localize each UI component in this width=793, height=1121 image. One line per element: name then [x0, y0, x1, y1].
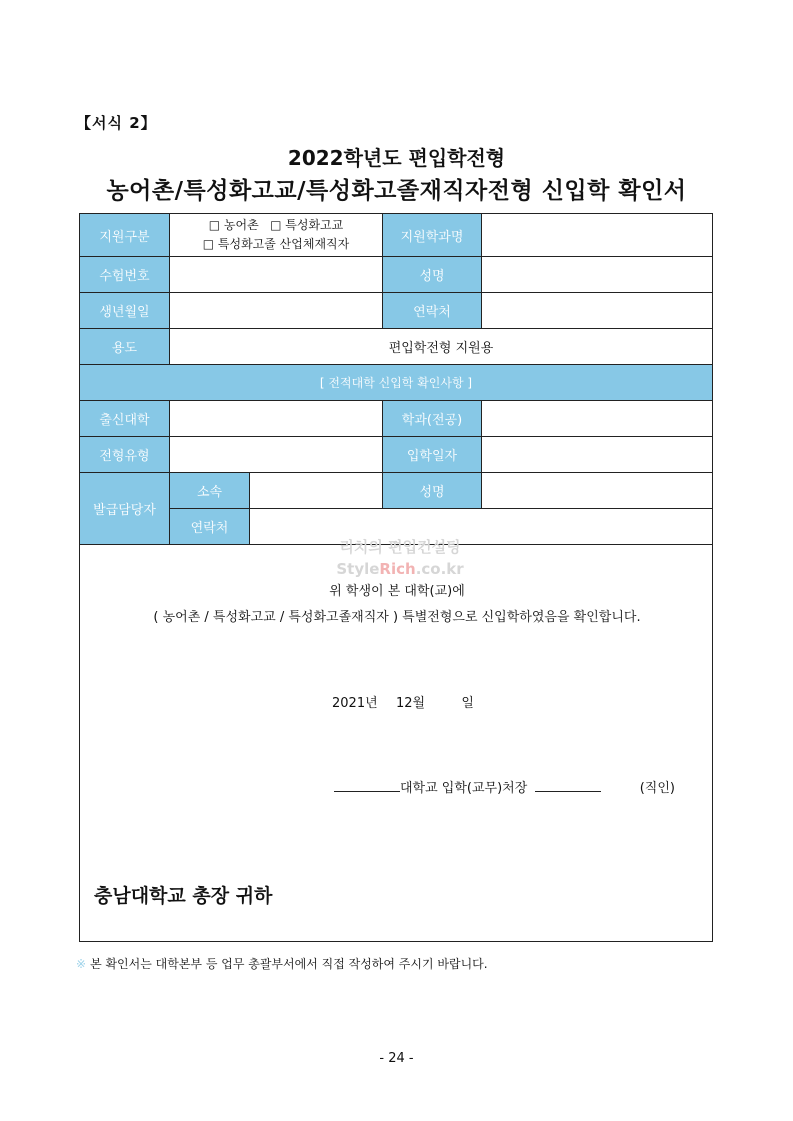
document-subtitle: 농어촌/특성화고교/특성화고졸재직자전형 신입학 확인서 — [106, 178, 687, 204]
apply-type-options-row2[interactable]: □ 특성화고졸 산업체재직자 — [202, 237, 350, 251]
apply-type-options-row1[interactable]: □ 농어촌 □ 특성화고교 — [208, 218, 344, 232]
note-mark-icon: ※ — [76, 957, 87, 971]
note-text: 본 확인서는 대학본부 등 업무 총괄부서에서 직접 작성하여 주시기 바랍니다. — [90, 957, 488, 971]
date-year: 2021년 — [332, 696, 378, 711]
contact-field[interactable] — [482, 293, 712, 329]
issuer-name-label: 성명 — [383, 473, 482, 509]
seal-label: (직인) — [639, 781, 675, 796]
footnote — [76, 955, 488, 972]
exam-no-label: 수험번호 — [80, 257, 170, 293]
confirmation-statement-2: ( 농어촌 / 특성화고교 / 특성화고졸재직자 ) 특별전형으로 신입학하였음을 확인합니다. — [153, 610, 641, 625]
date-month: 12월 — [395, 696, 426, 711]
univ-name-blank[interactable] — [334, 779, 400, 792]
section-header: [ 전적대학 신입학 확인사항 ] — [80, 365, 712, 401]
confirmation-statement-1: 위 학생이 본 대학(교)에 — [329, 584, 465, 599]
admission-date-field[interactable] — [482, 437, 712, 473]
signatory-blank[interactable] — [535, 779, 601, 792]
watermark-line2: StyleRich.co.kr — [336, 560, 464, 578]
univ-label: 출신대학 — [80, 401, 170, 437]
dept-field[interactable] — [482, 214, 712, 257]
univ-field[interactable] — [170, 401, 383, 437]
issue-date — [332, 692, 474, 711]
purpose-value: 편입학전형 지원용 — [170, 329, 712, 365]
exam-no-field[interactable] — [170, 257, 383, 293]
contact-label: 연락처 — [383, 293, 482, 329]
page-number: - 24 - — [379, 1051, 414, 1066]
issuer-contact-label: 연락처 — [170, 509, 250, 545]
form-number-label: 【서식 2】 — [76, 114, 157, 132]
apply-type-label: 지원구분 — [80, 214, 170, 257]
signature-line — [334, 777, 675, 796]
addressee: 충남대학교 총장 귀하 — [94, 885, 273, 907]
apply-type-options[interactable] — [170, 214, 383, 257]
watermark — [300, 536, 500, 580]
name-label: 성명 — [383, 257, 482, 293]
dept-label: 지원학과명 — [383, 214, 482, 257]
birth-label: 생년월일 — [80, 293, 170, 329]
admission-type-label: 전형유형 — [80, 437, 170, 473]
admission-type-field[interactable] — [170, 437, 383, 473]
name-field[interactable] — [482, 257, 712, 293]
document-title: 2022학년도 편입학전형 — [287, 146, 506, 170]
affiliation-label: 소속 — [170, 473, 250, 509]
date-day: 일 — [461, 696, 474, 711]
affiliation-field[interactable] — [250, 473, 383, 509]
issuer-label: 발급담당자 — [80, 473, 170, 545]
issuer-name-field[interactable] — [482, 473, 712, 509]
admission-date-label: 입학일자 — [383, 437, 482, 473]
birth-field[interactable] — [170, 293, 383, 329]
major-label: 학과(전공) — [383, 401, 482, 437]
signature-title: 대학교 입학(교무)처장 — [400, 781, 528, 796]
major-field[interactable] — [482, 401, 712, 437]
watermark-line1: 리치의 편입컨설팅 — [339, 538, 461, 556]
purpose-label: 용도 — [80, 329, 170, 365]
